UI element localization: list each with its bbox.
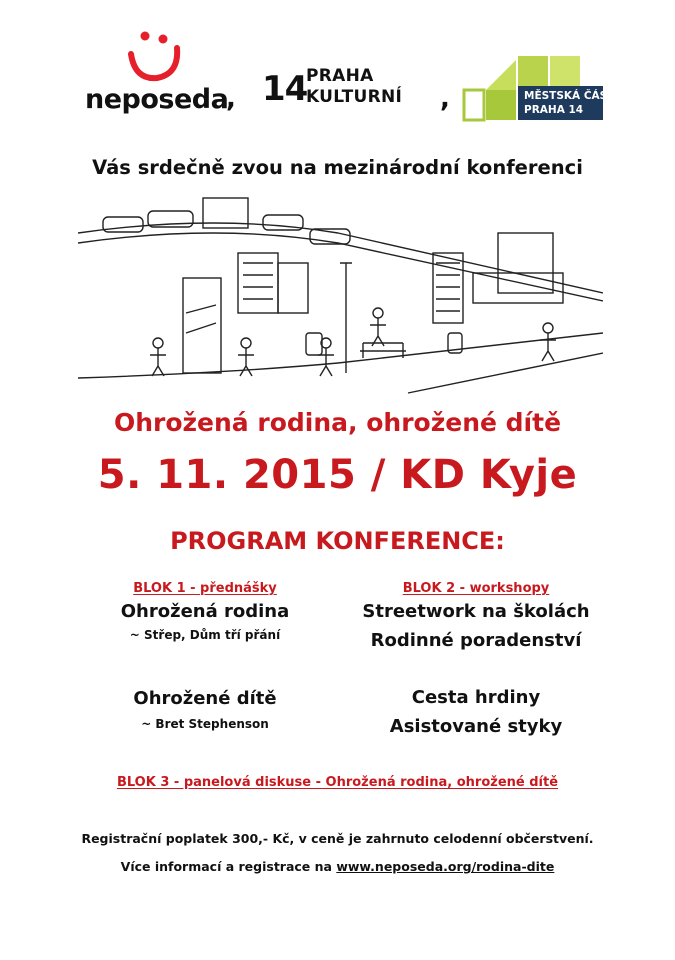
praha14-number: 14	[262, 69, 308, 109]
logo-separator: ,	[440, 84, 450, 114]
praha14-line2: KULTURNÍ	[306, 87, 403, 107]
mestska-cast-logo	[462, 38, 615, 128]
blok1-item-title: Ohrožená rodina	[120, 601, 290, 622]
info-prefix: Více informací a registrace na	[120, 859, 337, 874]
neposeda-logo-text: neposeda	[85, 84, 229, 115]
blok2-item: Asistované styky	[389, 716, 563, 737]
blok3-heading: BLOK 3 - panelová diskuse - Ohrožená rodina, ohrožené dítě	[116, 775, 559, 790]
mestska-cast-line1: MĚSTSKÁ ČÁST	[524, 90, 615, 102]
smiley-icon	[125, 28, 185, 84]
blok2-item: Cesta hrdiny	[411, 687, 541, 708]
mestska-cast-label	[518, 86, 615, 120]
registration-link[interactable]: www.neposeda.org/rodina-dite	[336, 859, 555, 874]
invite-text: Vás srdečně zvou na mezinárodní konferenci	[92, 156, 583, 179]
blok2-item: Rodinné poradenství	[370, 630, 582, 651]
blok1-item-speaker: ~ Bret Stephenson	[141, 717, 269, 731]
city-scene-illustration	[78, 193, 603, 403]
blok2-heading-text: BLOK 2 - workshopy	[402, 581, 550, 596]
mestska-cast-line2: PRAHA 14	[524, 104, 584, 116]
blok1-heading	[80, 577, 330, 596]
blok2-item: Streetwork na školách	[362, 601, 590, 622]
date-and-venue: 5. 11. 2015 / KD Kyje	[97, 452, 578, 498]
blok1-item-speaker: ~ Střep, Dům tří přání	[129, 628, 281, 642]
blok1-heading-text: BLOK 1 - přednášky	[133, 581, 277, 596]
info-line	[0, 859, 675, 874]
blok1-item-title: Ohrožené dítě	[133, 688, 277, 709]
blok2-heading	[345, 577, 607, 596]
neposeda-logo	[85, 28, 235, 118]
logo-separator: ,	[226, 84, 236, 114]
praha14-kulturni-logo	[262, 62, 412, 112]
program-title: PROGRAM KONFERENCE:	[170, 527, 505, 555]
praha14-line1: PRAHA	[306, 66, 374, 86]
registration-fee: Registrační poplatek 300,- Kč, v ceně je zahrnuto celodenní občerstvení.	[81, 831, 594, 846]
conference-subtitle: Ohrožená rodina, ohrožené dítě	[113, 408, 562, 437]
